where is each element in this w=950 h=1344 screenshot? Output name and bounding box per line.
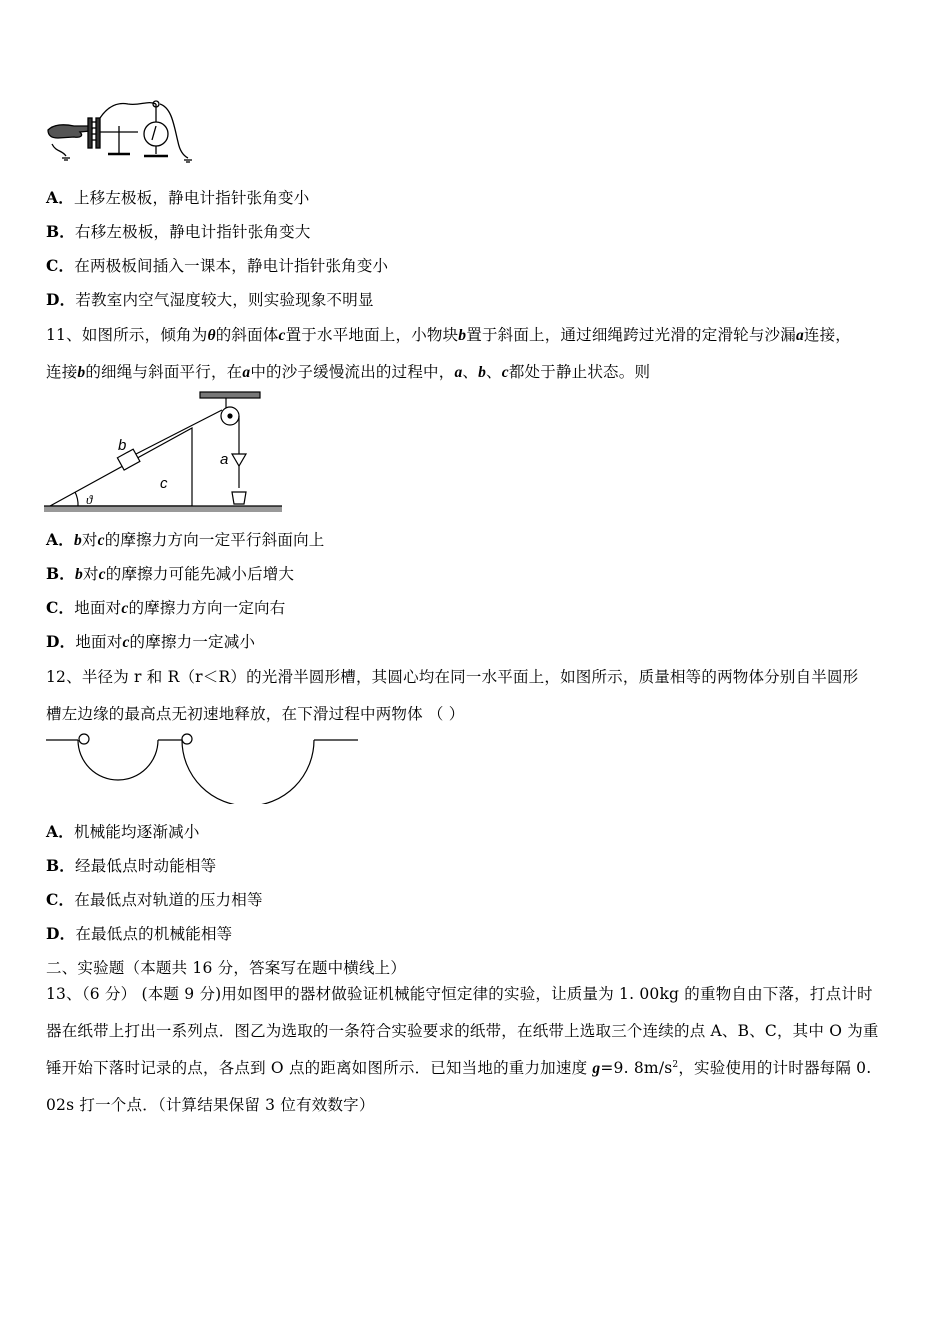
q10-option-a: A．上移左极板，静电计指针张角变小: [46, 188, 310, 207]
q10-option-d: D．若教室内空气湿度较大，则实验现象不明显: [46, 290, 374, 309]
label-theta: ϑ: [86, 492, 93, 507]
q11-option-a: A．b对c的摩擦力方向一定平行斜面向上: [46, 530, 325, 549]
label-c: c: [160, 475, 168, 492]
q11-stem-line1: 11、如图所示，倾角为θ的斜面体c置于水平地面上，小物块b置于斜面上，通过细绳跨过光滑的定滑轮与沙漏a连接，: [46, 326, 852, 344]
label-b: b: [118, 437, 127, 454]
incline-pulley-figure: [44, 388, 284, 520]
q11-option-d: D．地面对c的摩擦力一定减小: [46, 632, 256, 651]
q11-option-b: B．b对c的摩擦力可能先减小后增大: [46, 564, 295, 583]
q12-stem-line1: 12、半径为 r 和 R（r＜R）的光滑半圆形槽，其圆心均在同一水平面上，如图所示，质量相等的两物体分别自半圆形: [46, 668, 859, 686]
q11-option-c: C．地面对c的摩擦力方向一定向右: [46, 598, 286, 617]
semicircle-grooves-figure: [44, 728, 362, 804]
q13-stem-line2: 器在纸带上打出一系列点．图乙为选取的一条符合实验要求的纸带，在纸带上选取三个连续的点 A、B、C，其中 O 为重: [46, 1022, 879, 1040]
q10-option-b: B．右移左极板，静电计指针张角变大: [46, 222, 311, 241]
q10-option-c: C．在两极板间插入一课本，静电计指针张角变小: [46, 256, 389, 275]
electroscope-figure: [44, 96, 196, 168]
q12-option-c: C．在最低点对轨道的压力相等: [46, 890, 263, 909]
section-heading: 二、实验题（本题共 16 分，答案写在题中横线上）: [46, 959, 407, 977]
q12-option-a: A．机械能均逐渐减小: [46, 822, 200, 841]
q12-option-b: B．经最低点时动能相等: [46, 856, 217, 875]
q13-stem-line3: 锤开始下落时记录的点，各点到 O 点的距离如图所示．已知当地的重力加速度 g=9. $8m/s^2$，实验使用的计时器每隔 0.: [46, 1059, 872, 1077]
q12-option-d: D．在最低点的机械能相等: [46, 924, 233, 943]
q13-stem-line4: 02s 打一个点．（计算结果保留 3 位有效数字）: [46, 1096, 375, 1114]
q12-stem-line2: 槽左边缘的最高点无初速地释放，在下滑过程中两物体 （ ）: [46, 705, 465, 723]
q13-stem-line1: 13、（6 分） (本题 9 分)用如图甲的器材做验证机械能守恒定律的实验，让质量为 1. 00kg 的重物自由下落，打点计时: [46, 985, 873, 1003]
label-a: a: [220, 451, 229, 468]
q11-stem-line2: 连接b的细绳与斜面平行，在a中的沙子缓慢流出的过程中，a、b、c都处于静止状态。则: [46, 363, 651, 381]
